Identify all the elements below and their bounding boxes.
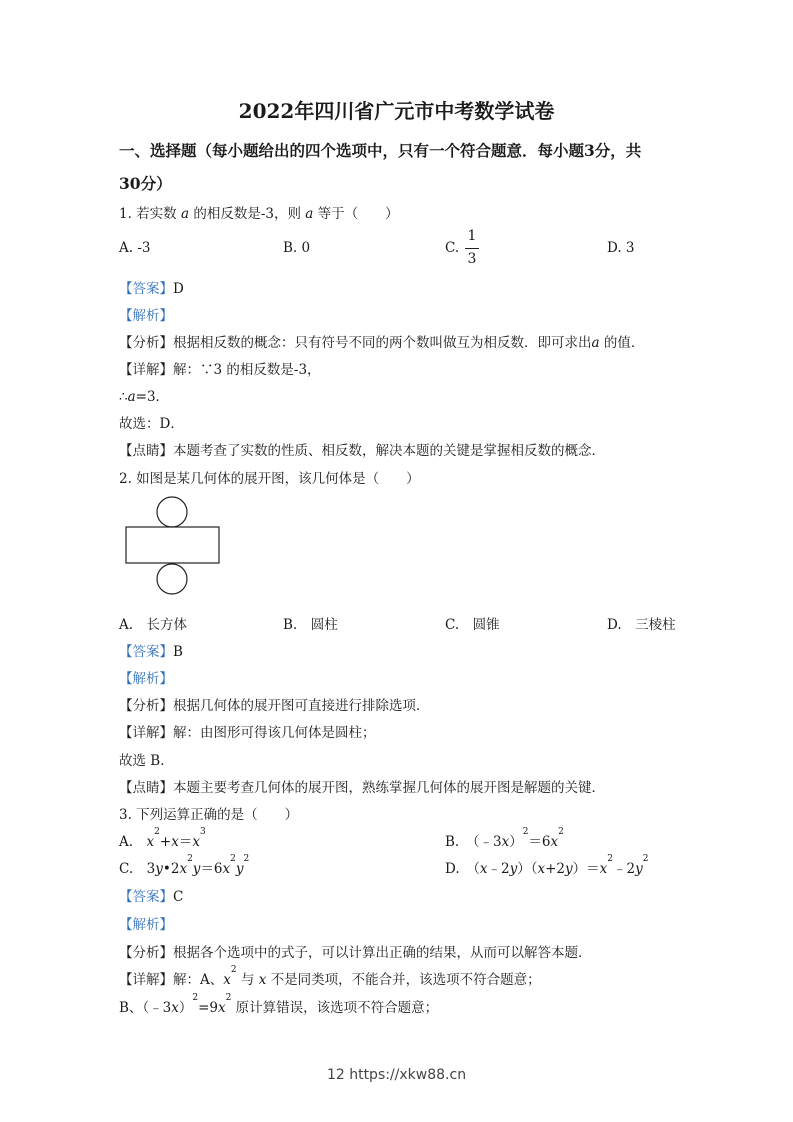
q2-dianjing-line: 【点睛】本题主要考查几何体的展开图，熟练掌握几何体的展开图是解题的关键． bbox=[119, 780, 605, 796]
q1-option-c: C. bbox=[445, 240, 460, 256]
lateral-rectangle bbox=[126, 527, 219, 563]
q1-frac-bar bbox=[465, 248, 479, 249]
q3-option-c: C. $3y•2x^2y=6x^2y^2$ bbox=[119, 854, 250, 877]
q1-fenxi-line: 【分析】根据相反数的概念：只有符号不同的两个数叫做互为相反数．即可求出a 的值． bbox=[119, 335, 645, 351]
q2-option-a: A. 长方体 bbox=[119, 617, 188, 633]
q1-choice-line: 故选：D． bbox=[119, 416, 184, 432]
q3-analysis-tag: 【解析】 bbox=[119, 917, 173, 933]
q2-stem: 2. 如图是某几何体的展开图，该几何体是（ ） bbox=[119, 471, 420, 487]
q2-option-c: C. 圆锥 bbox=[445, 617, 500, 633]
q2-option-d: D. 三棱柱 bbox=[607, 617, 676, 633]
bottom-circle bbox=[157, 564, 187, 594]
q1-option-d: D. 3 bbox=[607, 240, 635, 256]
q1-frac-numerator: 1 bbox=[467, 228, 477, 244]
q2-analysis-tag: 【解析】 bbox=[119, 671, 173, 687]
q3-answer-line: 【答案】C bbox=[119, 889, 184, 905]
q2-xiangjie-line: 【详解】解：由图形可得该几何体是圆柱； bbox=[119, 725, 376, 741]
q1-option-a: A. -3 bbox=[119, 240, 151, 256]
q3-fenxi-line: 【分析】根据各个选项中的式子，可以计算出正确的结果，从而可以解答本题． bbox=[119, 945, 592, 961]
cylinder-net-figure bbox=[120, 494, 224, 600]
q1-dianjing-line: 【点睛】本题考查了实数的性质、相反数，解决本题的关键是掌握相反数的概念． bbox=[119, 443, 605, 459]
q3-option-a: A. $x^2+x=x^3$ bbox=[119, 827, 206, 850]
q3-stem: 3. 下列运算正确的是（ ） bbox=[119, 807, 299, 823]
q1-xiangjie-line: 【详解】解：∵3 的相反数是-3， bbox=[119, 362, 321, 378]
q1-answer-line: 【答案】D bbox=[119, 281, 184, 297]
q2-answer-line: 【答案】B bbox=[119, 644, 183, 660]
q3-xiangjie-line: 【详解】解：A、$x^2$ 与 x 不是同类项，不能合并，该选项不符合题意； bbox=[119, 965, 541, 988]
top-circle bbox=[157, 497, 187, 527]
q1-frac-denominator: 3 bbox=[467, 251, 477, 267]
q3-option-d: D. $(x﹣2y)(x+2y)=x^2﹣2y^2$ bbox=[445, 854, 649, 877]
q1-stem: 1. 若实数 a 的相反数是-3，则 a 等于（ ） bbox=[119, 206, 399, 222]
q2-option-b: B. 圆柱 bbox=[283, 617, 338, 633]
q2-fenxi-line: 【分析】根据几何体的展开图可直接进行排除选项． bbox=[119, 698, 430, 714]
section-heading-line1: 一、选择题（每小题给出的四个选项中，只有一个符合题意．每小题3分，共 bbox=[119, 141, 642, 160]
page-title: 2022年四川省广元市中考数学试卷 bbox=[238, 99, 555, 123]
q3-option-b: B. $(﹣3x)^2=6x^2$ bbox=[445, 827, 564, 850]
q1-therefore-line: ∴a=3． bbox=[119, 389, 170, 405]
page-footer: 12 https://xkw88.cn bbox=[326, 1067, 467, 1083]
q1-option-b: B. 0 bbox=[283, 240, 311, 256]
q2-choice-line: 故选 B． bbox=[119, 753, 174, 769]
section-heading-line2: 30分） bbox=[119, 174, 172, 193]
q1-analysis-tag: 【解析】 bbox=[119, 308, 173, 324]
q3-b-line: B、$(﹣3x)^2=9x^2$ 原计算错误，该选项不符合题意； bbox=[119, 993, 439, 1016]
